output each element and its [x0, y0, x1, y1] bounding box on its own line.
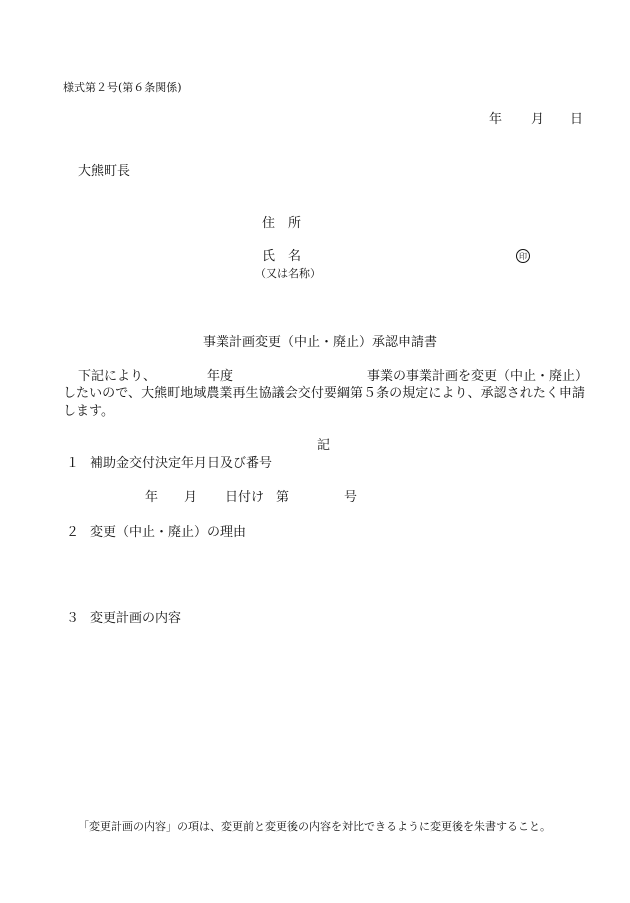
item-2-label: 変更（中止・廃止）の理由 — [90, 525, 247, 540]
item-3-label: 変更計画の内容 — [90, 611, 182, 626]
item-1-label: 補助金交付決定年月日及び番号 — [90, 456, 273, 471]
ki-label: 記 — [317, 438, 331, 453]
body-line1-a: 下記により、 — [78, 369, 157, 384]
document-title: 事業計画変更（中止・廃止）承認申請書 — [203, 335, 438, 350]
decision-month: 月 — [184, 490, 198, 505]
name-note: （又は名称） — [255, 267, 321, 280]
address-label: 住 所 — [262, 216, 302, 231]
addressee: 大熊町長 — [78, 164, 131, 179]
item-1-number: １ — [66, 456, 80, 471]
item-2-number: ２ — [66, 525, 80, 540]
date-day: 日 — [570, 112, 584, 127]
date-month: 月 — [531, 112, 545, 127]
name-label: 氏 名 — [262, 249, 302, 264]
decision-year: 年 — [145, 490, 159, 505]
decision-day-dated: 日付け — [225, 490, 265, 505]
date-year: 年 — [489, 112, 503, 127]
footnote: 「変更計画の内容」の項は、変更前と変更後の内容を対比できるように変更後を朱書すること。 — [78, 820, 551, 833]
decision-dai: 第 — [276, 490, 290, 505]
decision-go: 号 — [344, 490, 358, 505]
body-rest: したいので、大熊町地域農業再生協議会交付要綱第５条の規定により、承認されたく申請します。 — [63, 386, 585, 419]
body-line1-c: 事業の事業計画を変更（中止・廃止） — [367, 369, 589, 384]
form-id: 様式第２号(第６条関係) — [63, 81, 182, 94]
seal-mark: 印 — [516, 249, 530, 263]
body-line1-b: 年度 — [207, 369, 234, 384]
item-3-number: ３ — [66, 611, 80, 626]
